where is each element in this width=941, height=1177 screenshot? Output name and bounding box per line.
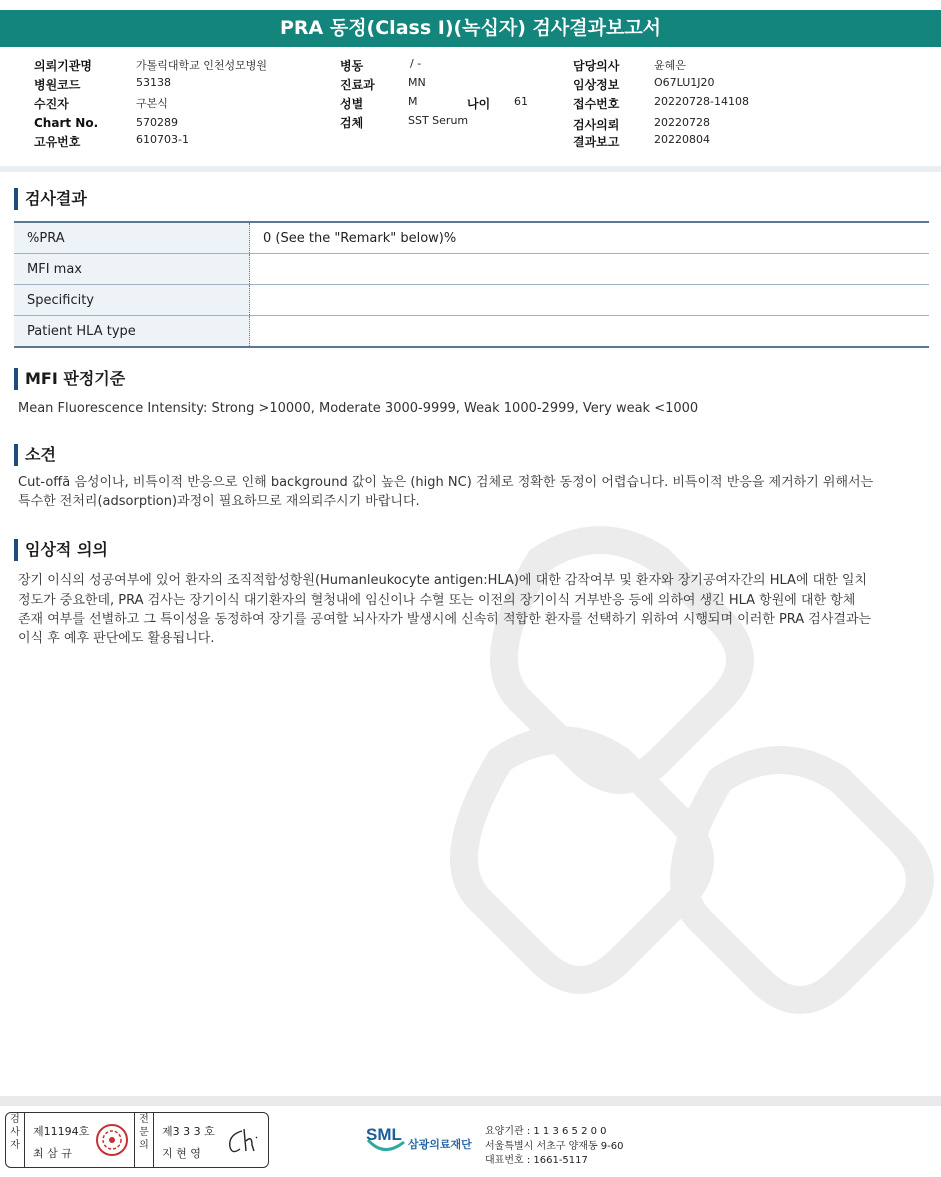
- seal-icon: [94, 1122, 130, 1158]
- value-specimen: SST Serum: [408, 114, 469, 127]
- footer-divider: [0, 1096, 941, 1106]
- row-value-hla-type: [250, 316, 930, 348]
- specialist-name: 지 현 영: [162, 1147, 201, 1160]
- table-row: [14, 254, 929, 285]
- header-divider: [0, 166, 941, 172]
- label-chart-no: Chart No.: [34, 116, 99, 130]
- label-ward: 병동: [340, 59, 364, 73]
- table-row: [14, 222, 929, 254]
- value-department: MN: [408, 76, 426, 89]
- sml-logo-icon: [364, 1118, 406, 1154]
- table-row: [14, 316, 929, 348]
- value-receipt-no: 20220728-14108: [654, 95, 749, 108]
- row-key-hla-type: Patient HLA type: [14, 316, 250, 348]
- inspector-label: 검사자: [6, 1113, 25, 1167]
- patient-info-header: [0, 50, 941, 168]
- value-attending-doctor: 윤혜은: [654, 59, 686, 72]
- mfi-criteria-text: Mean Fluorescence Intensity: Strong >10000, Moderate 3000-9999, Weak 1000-2999, Very weak <1000: [18, 401, 699, 416]
- institution-code: 요양기관 : 1 1 3 6 5 2 0 0: [485, 1126, 607, 1137]
- label-unique-no: 고유번호: [34, 135, 81, 149]
- section-title-mfi: MFI 판정기준: [14, 368, 125, 390]
- specialist-license-no: 제3 3 3 호: [162, 1125, 215, 1138]
- row-key-mfi-max: MFI max: [14, 254, 250, 285]
- label-specimen: 검체: [340, 116, 364, 130]
- sml-logo-text: SML: [366, 1125, 402, 1144]
- clinical-line-4: 이식 후 예후 판단에도 활용됩니다.: [18, 631, 215, 646]
- sml-logo: [364, 1118, 406, 1158]
- value-clinical-info: O67LU1J20: [654, 76, 715, 89]
- clinical-line-3: 존재 여부를 선별하고 그 특이성을 동정하여 장기를 공여할 뇌사자가 발생시에 신속히 적합한 환자를 선택하기 위하여 시행되며 이러한 PRA 검사결과는: [18, 612, 872, 627]
- specialist-label: 전문의: [134, 1113, 154, 1167]
- label-request-date: 검사의뢰: [573, 118, 620, 132]
- row-value-pra: 0 (See the "Remark" below)%: [250, 222, 930, 254]
- label-attending-doctor: 담당의사: [573, 59, 620, 73]
- table-row: [14, 285, 929, 316]
- value-requesting-institution: 가톨릭대학교 인천성모병원: [136, 59, 268, 72]
- inspector-license-no: 제11194호: [33, 1125, 90, 1138]
- label-sex: 성별: [340, 97, 364, 111]
- row-value-mfi-max: [250, 254, 930, 285]
- value-report-date: 20220804: [654, 133, 710, 146]
- value-patient: 구본식: [136, 97, 168, 110]
- clinical-line-2: 정도가 중요한데, PRA 검사는 장기이식 대기환자의 혈청내에 임신이나 수혈 또는 이전의 장기이식 거부반응 등에 의하여 생긴 HLA 항원에 대한 항체: [18, 593, 856, 608]
- signature-icon: [224, 1125, 262, 1157]
- label-receipt-no: 접수번호: [573, 97, 620, 111]
- address: 서울특별시 서초구 양재동 9-60: [485, 1141, 624, 1152]
- label-patient: 수진자: [34, 97, 69, 111]
- value-chart-no: 570289: [136, 116, 178, 129]
- value-request-date: 20220728: [654, 116, 710, 129]
- label-department: 진료과: [340, 78, 375, 92]
- label-report-date: 결과보고: [573, 135, 620, 149]
- label-clinical-info: 임상정보: [573, 78, 620, 92]
- row-value-specificity: [250, 285, 930, 316]
- value-hospital-code: 53138: [136, 76, 171, 89]
- label-requesting-institution: 의뢰기관명: [34, 59, 92, 73]
- section-title-opinion: 소견: [14, 444, 56, 466]
- opinion-line-2: 특수한 전처리(adsorption)과정이 필요하므로 재의뢰주시기 바랍니다.: [18, 494, 420, 509]
- label-age: 나이: [467, 97, 491, 111]
- section-title-clinical: 임상적 의의: [14, 539, 108, 561]
- value-sex: M: [408, 95, 418, 108]
- label-hospital-code: 병원코드: [34, 78, 81, 92]
- section-title-results: 검사결과: [14, 188, 87, 210]
- value-ward: / -: [410, 57, 422, 70]
- clinical-line-1: 장기 이식의 성공여부에 있어 환자의 조직적합성항원(Humanleukocyte antigen:HLA)에 대한 감작여부 및 환자와 장기공여자간의 HLA에 대한 일치: [18, 573, 867, 588]
- report-title: PRA 동정(Class I)(녹십자) 검사결과보고서: [0, 10, 941, 47]
- signature-box: [5, 1112, 269, 1168]
- watermark-graphic: [420, 500, 941, 1100]
- row-key-pra: %PRA: [14, 222, 250, 254]
- opinion-line-1: Cut-offă 음성이나, 비특이적 반응으로 인해 background 값이 높은 (high NC) 검체로 정확한 동정이 어렵습니다. 비특이적 반응을 제거하기 위해서는: [18, 475, 874, 490]
- organization-name: 삼광의료재단: [408, 1138, 472, 1151]
- phone-number: 대표번호 : 1661-5117: [485, 1155, 588, 1166]
- inspector-name: 최 삼 규: [33, 1147, 72, 1160]
- value-age: 61: [514, 95, 528, 108]
- value-unique-no: 610703-1: [136, 133, 189, 146]
- row-key-specificity: Specificity: [14, 285, 250, 316]
- results-table: [14, 221, 929, 348]
